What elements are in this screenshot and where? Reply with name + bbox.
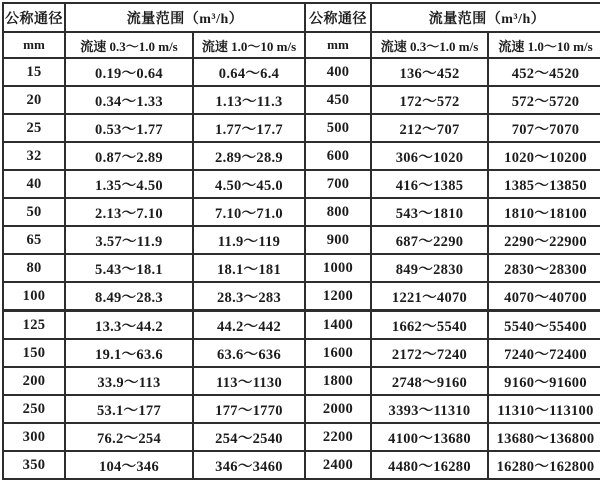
flow-high-left-cell: 113～1130 [193, 367, 305, 395]
dn-left-cell: 150 [3, 339, 65, 367]
flow-low-left-cell: 0.87～2.89 [65, 142, 193, 170]
table-row [3, 339, 600, 367]
flow-low-left-cell: 33.9～113 [65, 367, 193, 395]
dn-right-cell: 900 [305, 226, 371, 254]
header-velocity-low-left: 流速 0.3～1.0 m/s [65, 32, 193, 58]
flow-high-right-cell: 1385～13850 [488, 170, 600, 198]
table-row [3, 226, 600, 254]
flow-low-left-cell: 13.3～44.2 [65, 311, 193, 340]
flow-high-left-cell: 28.3～283 [193, 282, 305, 311]
dn-left-cell: 80 [3, 254, 65, 282]
dn-right-cell: 1000 [305, 254, 371, 282]
dn-left-cell: 125 [3, 311, 65, 340]
table-row [3, 311, 600, 340]
flow-low-left-cell: 8.49～28.3 [65, 282, 193, 311]
flow-high-left-cell: 18.1～181 [193, 254, 305, 282]
dn-left-cell: 20 [3, 86, 65, 114]
flow-high-left-cell: 7.10～71.0 [193, 198, 305, 226]
flow-low-right-cell: 1221～4070 [371, 282, 488, 311]
dn-left-cell: 200 [3, 367, 65, 395]
header-row-main [3, 3, 600, 32]
flow-high-right-cell: 7240～72400 [488, 339, 600, 367]
dn-left-cell: 50 [3, 198, 65, 226]
table-row [3, 254, 600, 282]
dn-right-cell: 1600 [305, 339, 371, 367]
table-row [3, 142, 600, 170]
dn-left-cell: 350 [3, 451, 65, 479]
dn-left-cell: 40 [3, 170, 65, 198]
flow-low-left-cell: 104～346 [65, 451, 193, 479]
header-flow-range-right: 流量范围（m³/h） [371, 3, 600, 32]
header-unit-left: mm [3, 32, 65, 58]
flow-high-left-cell: 177～1770 [193, 395, 305, 423]
table-row [3, 86, 600, 114]
flow-low-right-cell: 4100～13680 [371, 423, 488, 451]
flow-low-left-cell: 2.13～7.10 [65, 198, 193, 226]
flow-high-right-cell: 9160～91600 [488, 367, 600, 395]
header-flow-range-left: 流量范围（m³/h） [65, 3, 305, 32]
dn-left-cell: 32 [3, 142, 65, 170]
dn-right-cell: 600 [305, 142, 371, 170]
flow-low-right-cell: 416～1385 [371, 170, 488, 198]
table-row [3, 282, 600, 311]
flow-high-right-cell: 16280～162800 [488, 451, 600, 479]
flow-high-right-cell: 13680～136800 [488, 423, 600, 451]
header-diameter-left: 公称通径 [3, 3, 65, 32]
flow-high-right-cell: 2290～22900 [488, 226, 600, 254]
flow-high-left-cell: 63.6～636 [193, 339, 305, 367]
flow-high-left-cell: 4.50～45.0 [193, 170, 305, 198]
flow-low-right-cell: 3393～11310 [371, 395, 488, 423]
table-row [3, 451, 600, 479]
flow-low-left-cell: 76.2～254 [65, 423, 193, 451]
dn-left-cell: 15 [3, 58, 65, 86]
flow-low-left-cell: 1.35～4.50 [65, 170, 193, 198]
flow-high-left-cell: 346～3460 [193, 451, 305, 479]
flow-low-left-cell: 3.57～11.9 [65, 226, 193, 254]
flow-high-right-cell: 11310～113100 [488, 395, 600, 423]
dn-right-cell: 450 [305, 86, 371, 114]
flow-low-right-cell: 306～1020 [371, 142, 488, 170]
flow-low-left-cell: 0.34～1.33 [65, 86, 193, 114]
table-row [3, 114, 600, 142]
flow-low-left-cell: 0.19～0.64 [65, 58, 193, 86]
flow-low-right-cell: 136～452 [371, 58, 488, 86]
table-row [3, 367, 600, 395]
flow-rate-table [2, 2, 600, 480]
flow-low-left-cell: 19.1～63.6 [65, 339, 193, 367]
dn-right-cell: 2200 [305, 423, 371, 451]
flow-low-right-cell: 687～2290 [371, 226, 488, 254]
header-velocity-high-left: 流速 1.0～10 m/s [193, 32, 305, 58]
flow-high-right-cell: 1020～10200 [488, 142, 600, 170]
flow-high-left-cell: 11.9～119 [193, 226, 305, 254]
flow-low-left-cell: 5.43～18.1 [65, 254, 193, 282]
dn-right-cell: 500 [305, 114, 371, 142]
table-row [3, 423, 600, 451]
flow-high-left-cell: 1.13～11.3 [193, 86, 305, 114]
header-diameter-right: 公称通径 [305, 3, 371, 32]
flow-high-right-cell: 2830～28300 [488, 254, 600, 282]
flow-high-left-cell: 2.89～28.9 [193, 142, 305, 170]
flow-high-right-cell: 452～4520 [488, 58, 600, 86]
dn-right-cell: 1200 [305, 282, 371, 311]
flow-high-left-cell: 0.64～6.4 [193, 58, 305, 86]
flow-low-right-cell: 543～1810 [371, 198, 488, 226]
table-row [3, 58, 600, 86]
flow-low-right-cell: 2172～7240 [371, 339, 488, 367]
flow-high-right-cell: 1810～18100 [488, 198, 600, 226]
table-row [3, 395, 600, 423]
dn-left-cell: 250 [3, 395, 65, 423]
flow-low-right-cell: 172～572 [371, 86, 488, 114]
dn-right-cell: 800 [305, 198, 371, 226]
flow-high-right-cell: 707～7070 [488, 114, 600, 142]
flow-low-left-cell: 53.1～177 [65, 395, 193, 423]
flow-low-right-cell: 1662～5540 [371, 311, 488, 340]
flow-high-left-cell: 1.77～17.7 [193, 114, 305, 142]
header-unit-right: mm [305, 32, 371, 58]
dn-left-cell: 300 [3, 423, 65, 451]
flow-high-left-cell: 254～2540 [193, 423, 305, 451]
table-row [3, 198, 600, 226]
flow-low-right-cell: 212～707 [371, 114, 488, 142]
dn-right-cell: 400 [305, 58, 371, 86]
dn-right-cell: 1800 [305, 367, 371, 395]
flow-low-left-cell: 0.53～1.77 [65, 114, 193, 142]
flow-low-right-cell: 2748～9160 [371, 367, 488, 395]
dn-left-cell: 25 [3, 114, 65, 142]
header-row-sub [3, 32, 600, 58]
flow-high-right-cell: 5540～55400 [488, 311, 600, 340]
flow-high-right-cell: 4070～40700 [488, 282, 600, 311]
flow-high-right-cell: 572～5720 [488, 86, 600, 114]
dn-right-cell: 2400 [305, 451, 371, 479]
dn-left-cell: 65 [3, 226, 65, 254]
header-velocity-high-right: 流速 1.0～10 m/s [488, 32, 600, 58]
table-row [3, 170, 600, 198]
dn-right-cell: 2000 [305, 395, 371, 423]
flow-low-right-cell: 4480～16280 [371, 451, 488, 479]
header-velocity-low-right: 流速 0.3～1.0 m/s [371, 32, 488, 58]
dn-left-cell: 100 [3, 282, 65, 311]
flow-high-left-cell: 44.2～442 [193, 311, 305, 340]
dn-right-cell: 700 [305, 170, 371, 198]
flow-low-right-cell: 849～2830 [371, 254, 488, 282]
dn-right-cell: 1400 [305, 311, 371, 340]
